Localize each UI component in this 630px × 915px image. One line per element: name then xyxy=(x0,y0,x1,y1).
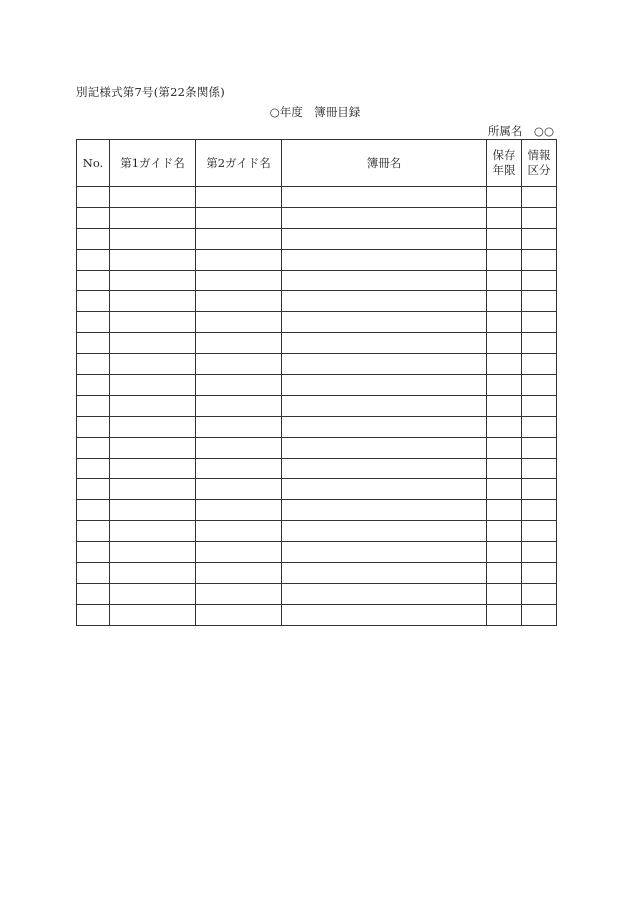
department-value: ○○ xyxy=(533,124,554,138)
table-row xyxy=(77,458,557,479)
cell-guide1 xyxy=(110,249,196,270)
cell-book-name xyxy=(282,249,487,270)
cell-retention-period xyxy=(487,354,522,375)
cell-guide1 xyxy=(110,437,196,458)
table-row xyxy=(77,479,557,500)
cell-guide1 xyxy=(110,521,196,542)
cell-guide1 xyxy=(110,207,196,228)
cell-info-category xyxy=(522,458,557,479)
cell-guide2 xyxy=(196,249,282,270)
header-guide1: 第1ガイド名 xyxy=(110,140,196,187)
cell-no xyxy=(77,542,110,563)
table-row xyxy=(77,500,557,521)
cell-retention-period xyxy=(487,291,522,312)
cell-guide1 xyxy=(110,228,196,249)
cell-book-name xyxy=(282,583,487,604)
cell-no xyxy=(77,437,110,458)
cell-retention-period xyxy=(487,375,522,396)
cell-guide1 xyxy=(110,479,196,500)
table-row xyxy=(77,228,557,249)
cell-book-name xyxy=(282,500,487,521)
table-row xyxy=(77,249,557,270)
cell-guide1 xyxy=(110,563,196,584)
cell-guide1 xyxy=(110,312,196,333)
cell-guide2 xyxy=(196,270,282,291)
cell-no xyxy=(77,291,110,312)
cell-info-category xyxy=(522,312,557,333)
cell-guide1 xyxy=(110,604,196,625)
cell-guide2 xyxy=(196,291,282,312)
cell-info-category xyxy=(522,500,557,521)
cell-book-name xyxy=(282,291,487,312)
header-info-category xyxy=(522,140,557,187)
cell-retention-period xyxy=(487,228,522,249)
header-book-name: 簿冊名 xyxy=(282,140,487,187)
table-row xyxy=(77,333,557,354)
cell-retention-period xyxy=(487,270,522,291)
cell-guide1 xyxy=(110,583,196,604)
cell-info-category xyxy=(522,207,557,228)
table-row xyxy=(77,437,557,458)
cell-info-category xyxy=(522,333,557,354)
cell-info-category xyxy=(522,521,557,542)
cell-guide1 xyxy=(110,500,196,521)
cell-no xyxy=(77,583,110,604)
form-number-label: 別記様式第7号(第22条関係) xyxy=(76,85,225,99)
cell-guide2 xyxy=(196,207,282,228)
cell-guide2 xyxy=(196,521,282,542)
cell-guide2 xyxy=(196,354,282,375)
cell-book-name xyxy=(282,479,487,500)
cell-book-name xyxy=(282,207,487,228)
table-row xyxy=(77,604,557,625)
cell-book-name xyxy=(282,333,487,354)
cell-no xyxy=(77,354,110,375)
cell-no xyxy=(77,333,110,354)
cell-retention-period xyxy=(487,583,522,604)
cell-book-name xyxy=(282,416,487,437)
cell-retention-period xyxy=(487,563,522,584)
cell-guide1 xyxy=(110,458,196,479)
cell-retention-period xyxy=(487,458,522,479)
cell-book-name xyxy=(282,228,487,249)
cell-info-category xyxy=(522,479,557,500)
cell-info-category xyxy=(522,291,557,312)
cell-retention-period xyxy=(487,500,522,521)
cell-no xyxy=(77,249,110,270)
header-guide2: 第2ガイド名 xyxy=(196,140,282,187)
cell-info-category xyxy=(522,249,557,270)
cell-guide1 xyxy=(110,395,196,416)
cell-book-name xyxy=(282,312,487,333)
cell-guide2 xyxy=(196,604,282,625)
cell-book-name xyxy=(282,437,487,458)
cell-info-category xyxy=(522,542,557,563)
cell-retention-period xyxy=(487,249,522,270)
cell-no xyxy=(77,270,110,291)
cell-no xyxy=(77,207,110,228)
cell-info-category xyxy=(522,375,557,396)
cell-guide2 xyxy=(196,395,282,416)
cell-no xyxy=(77,458,110,479)
cell-no xyxy=(77,416,110,437)
cell-book-name xyxy=(282,187,487,208)
cell-guide1 xyxy=(110,291,196,312)
cell-book-name xyxy=(282,542,487,563)
cell-guide2 xyxy=(196,416,282,437)
header-info-line1: 情報 xyxy=(527,148,551,162)
cell-no xyxy=(77,312,110,333)
table-row xyxy=(77,542,557,563)
table-row xyxy=(77,291,557,312)
header-retention-period xyxy=(487,140,522,187)
cell-info-category xyxy=(522,604,557,625)
cell-retention-period xyxy=(487,395,522,416)
cell-retention-period xyxy=(487,333,522,354)
cell-info-category xyxy=(522,228,557,249)
cell-guide2 xyxy=(196,500,282,521)
cell-guide2 xyxy=(196,187,282,208)
cell-book-name xyxy=(282,354,487,375)
cell-no xyxy=(77,500,110,521)
cell-info-category xyxy=(522,395,557,416)
cell-guide2 xyxy=(196,583,282,604)
cell-retention-period xyxy=(487,207,522,228)
table-header-row xyxy=(77,140,557,187)
cell-retention-period xyxy=(487,312,522,333)
cell-guide1 xyxy=(110,270,196,291)
cell-guide1 xyxy=(110,354,196,375)
table-row xyxy=(77,270,557,291)
cell-info-category xyxy=(522,270,557,291)
cell-guide2 xyxy=(196,479,282,500)
cell-info-category xyxy=(522,563,557,584)
cell-retention-period xyxy=(487,604,522,625)
cell-no xyxy=(77,479,110,500)
table-row xyxy=(77,395,557,416)
cell-guide1 xyxy=(110,416,196,437)
cell-info-category xyxy=(522,437,557,458)
book-register-table xyxy=(76,139,557,626)
document-title: ○年度 簿冊目録 xyxy=(269,105,361,119)
cell-guide2 xyxy=(196,542,282,563)
table-row xyxy=(77,207,557,228)
table-row xyxy=(77,312,557,333)
header-no: No. xyxy=(77,140,110,187)
table-body xyxy=(77,187,557,626)
cell-book-name xyxy=(282,270,487,291)
cell-no xyxy=(77,187,110,208)
table-row xyxy=(77,187,557,208)
cell-book-name xyxy=(282,521,487,542)
cell-guide2 xyxy=(196,333,282,354)
header-retention-line2: 年限 xyxy=(492,163,516,177)
table-row xyxy=(77,563,557,584)
cell-info-category xyxy=(522,583,557,604)
cell-guide2 xyxy=(196,375,282,396)
cell-guide1 xyxy=(110,375,196,396)
cell-guide1 xyxy=(110,542,196,563)
cell-retention-period xyxy=(487,187,522,208)
cell-no xyxy=(77,228,110,249)
cell-retention-period xyxy=(487,416,522,437)
cell-no xyxy=(77,521,110,542)
table-row xyxy=(77,416,557,437)
department-line xyxy=(488,123,554,139)
department-label: 所属名 xyxy=(487,124,523,138)
cell-info-category xyxy=(522,354,557,375)
table-row xyxy=(77,583,557,604)
cell-retention-period xyxy=(487,437,522,458)
cell-guide2 xyxy=(196,312,282,333)
cell-no xyxy=(77,375,110,396)
table-row xyxy=(77,354,557,375)
cell-retention-period xyxy=(487,521,522,542)
cell-retention-period xyxy=(487,479,522,500)
cell-book-name xyxy=(282,395,487,416)
header-retention-line1: 保存 xyxy=(492,148,516,162)
cell-info-category xyxy=(522,416,557,437)
cell-info-category xyxy=(522,187,557,208)
cell-book-name xyxy=(282,563,487,584)
cell-guide2 xyxy=(196,458,282,479)
cell-no xyxy=(77,395,110,416)
cell-guide2 xyxy=(196,228,282,249)
cell-no xyxy=(77,604,110,625)
cell-guide2 xyxy=(196,437,282,458)
cell-book-name xyxy=(282,604,487,625)
cell-book-name xyxy=(282,375,487,396)
cell-guide1 xyxy=(110,333,196,354)
cell-retention-period xyxy=(487,542,522,563)
header-info-line2: 区分 xyxy=(527,163,551,177)
cell-guide1 xyxy=(110,187,196,208)
cell-book-name xyxy=(282,458,487,479)
table-row xyxy=(77,375,557,396)
cell-no xyxy=(77,563,110,584)
cell-guide2 xyxy=(196,563,282,584)
table-row xyxy=(77,521,557,542)
